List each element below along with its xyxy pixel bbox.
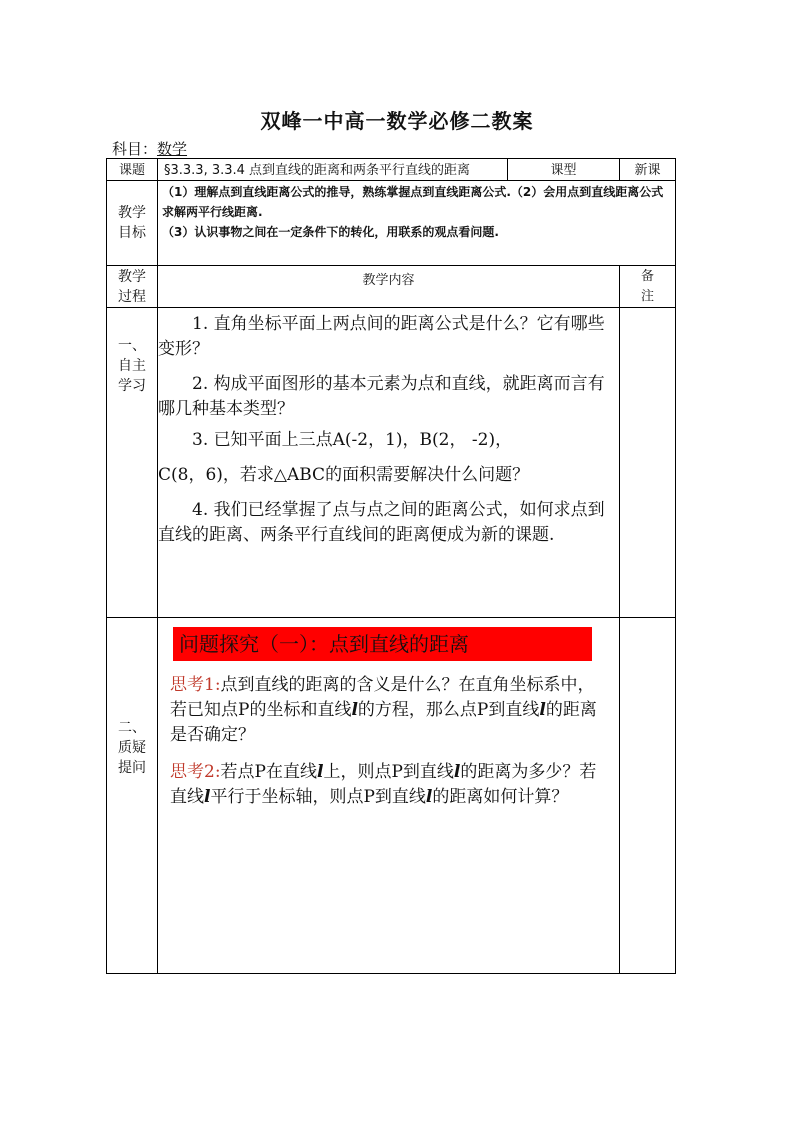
topic-value: §3.3.3, 3.3.4 点到直线的距离和两条平行直线的距离 (158, 159, 508, 181)
think-2-text-d: 平行于坐标轴，则点P到直线 (210, 787, 426, 807)
goal-content (158, 181, 676, 266)
think-2-text-a: 若点P在直线 (220, 762, 317, 782)
goal-row (107, 181, 676, 266)
topic-row (107, 159, 676, 181)
think-2 (170, 760, 609, 810)
type-value: 新课 (620, 159, 676, 181)
think-1-line-symbol-2: l (539, 700, 546, 720)
note-label-line1: 备 (640, 268, 654, 284)
goal-line-2: （3）认识事物之间在一定条件下的转化，用联系的观点看问题. (162, 225, 499, 239)
goal-label-line1: 教学 (118, 205, 146, 221)
think-1-text-a: 点到直线的距离的含义是什么？在直角坐标系中，若已知点P的坐标和直线 (170, 675, 595, 720)
goal-line-1: （1）理解点到直线距离公式的推导，熟练掌握点到直线距离公式.（2）会用点到直线距离公式求解两平行线距离. (162, 185, 664, 219)
question-3a: 3. 已知平面上三点A(-2，1)，B(2， -2)， (192, 430, 513, 450)
process-label-line2: 过程 (118, 288, 146, 305)
section-question-row (107, 618, 676, 974)
lesson-plan-table (106, 158, 676, 974)
section1-label (107, 308, 158, 618)
think-2-line-symbol-2: l (453, 762, 461, 782)
question-2: 2. 构成平面图形的基本元素为点和直线，就距离而言有哪几种基本类型？ (158, 374, 605, 419)
subject-line (112, 138, 187, 159)
note-label-line2: 注 (640, 288, 654, 304)
question-4: 4. 我们已经掌握了点与点之间的距离公式，如何求点到直线的距离、两条平行直线间的距离便成为新的课题. (158, 500, 605, 545)
goal-label-line2: 目标 (118, 225, 146, 241)
topic-label: 课题 (107, 159, 158, 181)
section1-content (158, 308, 620, 618)
process-header-row (107, 266, 676, 308)
process-label-line1: 教学 (118, 268, 146, 285)
section2-label-line1: 二、 (118, 720, 146, 736)
section2-label-line2: 质疑 (118, 740, 146, 756)
section1-note (620, 308, 676, 618)
content-label: 教学内容 (158, 266, 620, 308)
goal-label (107, 181, 158, 266)
process-label (107, 266, 158, 308)
section-self-study-row (107, 308, 676, 618)
section1-label-line1: 一、 (118, 338, 146, 354)
think-2-label: 思考2: (170, 762, 221, 782)
question-1: 1. 直角坐标平面上两点间的距离公式是什么？它有哪些变形？ (158, 314, 605, 359)
type-label: 课型 (508, 159, 620, 181)
section2-content (158, 618, 620, 974)
think-1-text-c: 的距离是否确定？ (170, 700, 597, 745)
think-1 (170, 673, 609, 748)
think-2-text-c: 的距离为多少？若直线 (170, 762, 597, 807)
inquiry-banner: 问题探究（一）：点到直线的距离 (173, 627, 592, 661)
note-label (620, 266, 676, 308)
section1-label-line2: 自主 (118, 358, 146, 374)
section2-note (620, 618, 676, 974)
section1-label-line3: 学习 (118, 378, 146, 394)
page-title: 双峰一中高一数学必修二教案 (260, 109, 534, 133)
question-3b: C(8，6)，若求△ABC的面积需要解决什么问题？ (158, 465, 530, 485)
think-2-text-e: 的距离如何计算？ (432, 787, 569, 807)
think-block (158, 673, 619, 810)
think-2-line-symbol-3: l (204, 787, 211, 807)
think-1-label: 思考1: (170, 675, 221, 695)
think-1-line-symbol: l (351, 700, 358, 720)
section2-label-line3: 提问 (118, 760, 146, 776)
subject-value: 数学 (157, 140, 188, 158)
think-1-text-b: 的方程，那么点P到直线 (357, 700, 540, 720)
think-2-line-symbol: l (317, 762, 324, 782)
section2-label (107, 618, 158, 974)
think-2-text-b: 上，则点P到直线 (323, 762, 454, 782)
think-2-line-symbol-4: l (425, 787, 433, 807)
subject-label: 科目： (112, 140, 158, 158)
